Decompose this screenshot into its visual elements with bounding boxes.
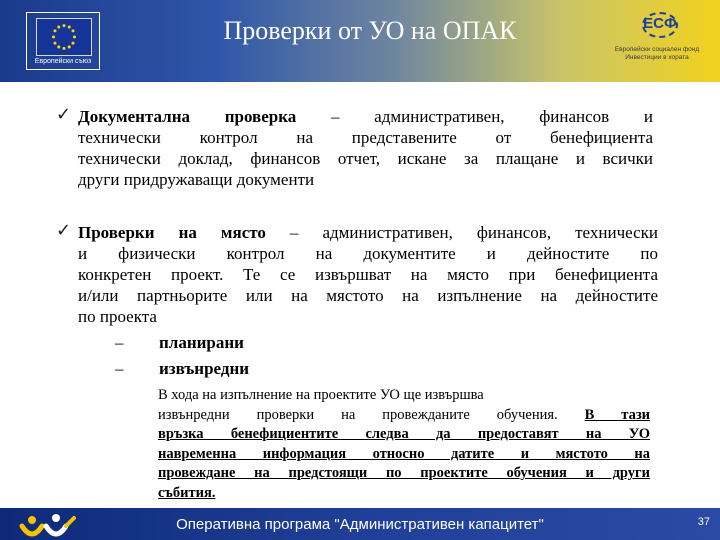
check-icon: ✓ <box>56 220 72 241</box>
bullet-line: технически доклад, финансов отчет, искане за плащане и всички <box>78 149 653 168</box>
esf-caption-line-2: Инвестиции в хората <box>625 54 689 61</box>
dash-icon: – <box>115 333 124 352</box>
bullet-line: други придружаващи документи <box>78 170 315 189</box>
esf-logo-icon <box>612 10 702 72</box>
bullet-line: и физически контрол на документите и дейностите по <box>78 244 658 263</box>
bullet-onsite-check <box>78 222 658 327</box>
note-line: събития. <box>158 484 216 501</box>
check-icon: ✓ <box>56 104 72 125</box>
bullet-line: Проверки на място – административен, финансов, технически <box>78 223 658 242</box>
footer-program-name: Оперативна програма "Административен капацитет" <box>176 516 544 533</box>
eu-flag-icon <box>36 18 92 56</box>
bullet-document-check <box>78 106 653 190</box>
note-line: В хода на изпълнение на проектите УО ще извършва <box>158 387 484 403</box>
sub-item-planned: – планирани <box>115 333 244 352</box>
note-line: провеждане на предстоящи по проектите обучения и други <box>158 465 650 482</box>
esf-caption-line-1: Европейски социален фонд <box>614 46 700 53</box>
page-number: 37 <box>697 516 710 528</box>
note-line: връзка бенефициентите следва да предоставят на УО <box>158 426 650 443</box>
page-title: Проверки от УО на ОПАК <box>223 16 517 45</box>
note-paragraph <box>158 386 650 504</box>
opak-logo-icon <box>18 512 80 540</box>
bullet-line: технически контрол на представените от бенефициента <box>78 128 653 147</box>
bullet-line: и/или партньорите или на мястото на изпълнение на дейностите <box>78 286 658 305</box>
bullet-heading: Проверки на място <box>78 223 266 242</box>
eu-label: Европейски съюз <box>34 58 92 65</box>
esf-name: ЕСФ <box>643 15 677 32</box>
footer-band <box>0 508 720 540</box>
dash-icon: – <box>115 359 124 378</box>
sub-item-extraordinary: – извънредни <box>115 359 250 378</box>
note-line: извънредни проверки на провежданите обучения. В тази <box>158 406 650 423</box>
bullet-line: конкретен проект. Те се извършват на място при бенефициента <box>78 265 658 284</box>
header-band <box>0 0 720 82</box>
note-line: навременна информация относно датите и мястото на <box>158 445 650 462</box>
bullet-line: Документална проверка – административен, финансов и <box>78 107 654 126</box>
esf-caption <box>612 46 702 62</box>
bullet-heading: Документална проверка <box>78 107 297 126</box>
eu-logo <box>26 12 100 70</box>
bullet-line: по проекта <box>78 307 157 326</box>
